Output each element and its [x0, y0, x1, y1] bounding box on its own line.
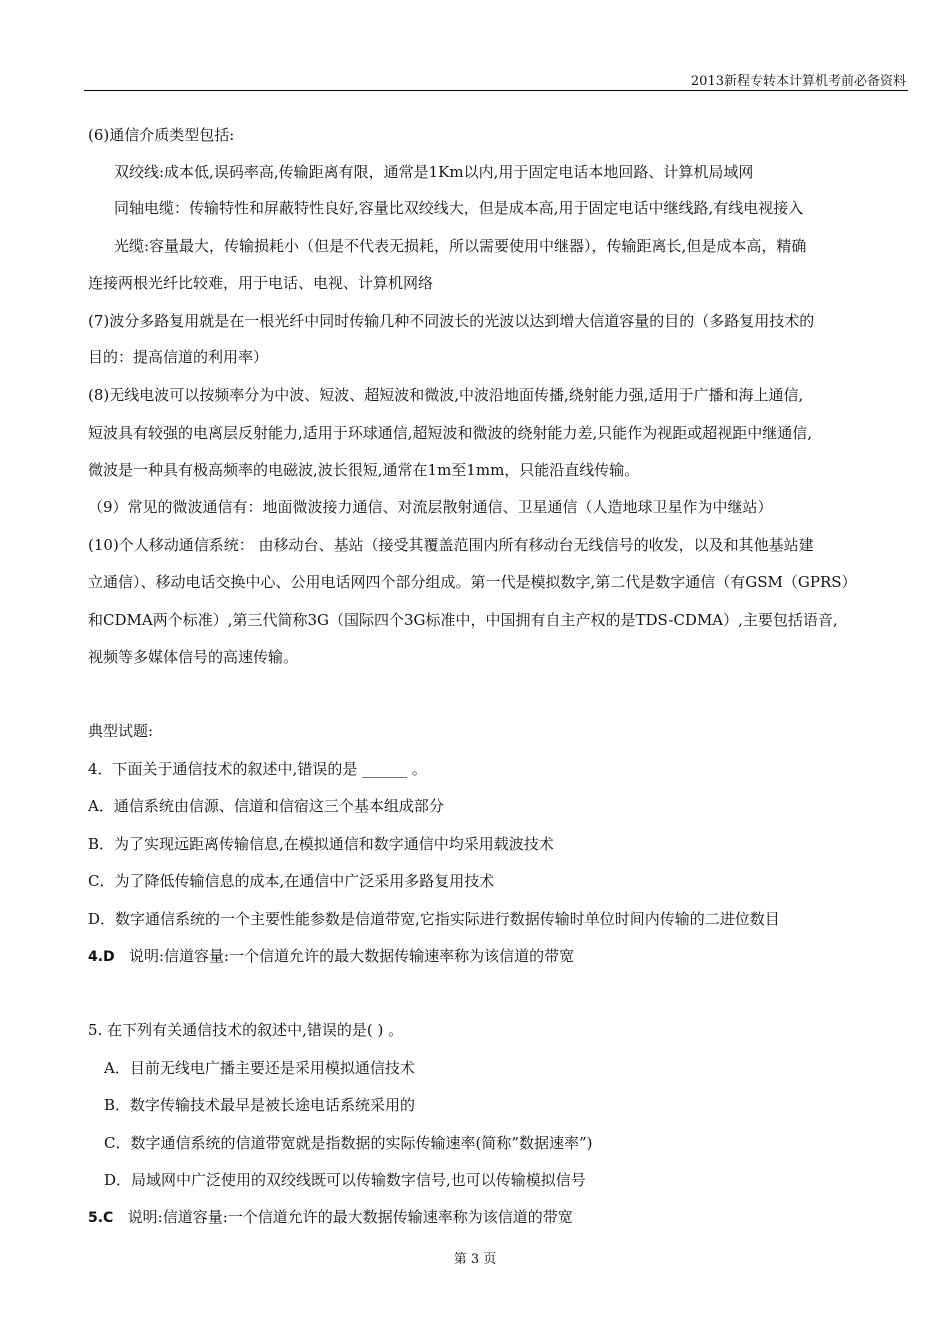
section-10-line-4: 视频等多媒体信号的高速传输。 — [88, 648, 299, 666]
q4-answer-label: 4.D — [88, 949, 115, 965]
section-10-line-1: (10)个人移动通信系统： 由移动台、基站（接受其覆盖范围内所有移动台无线信号的收发，以及和其他基站建 — [88, 536, 814, 554]
section-10-line-2: 立通信）、移动电话交换中心、公用电话网四个部分组成。第一代是模拟数字,第二代是数字通信（有GSM（GPRS） — [88, 573, 857, 591]
coaxial-cable-line: 同轴电缆：传输特性和屏蔽特性良好,容量比双绞线大，但是成本高,用于固定电话中继线路,有线电视接入 — [114, 199, 804, 217]
section-8-line-3: 微波是一种具有极高频率的电磁波,波长很短,通常在1m至1mm，只能沿直线传输。 — [88, 461, 640, 479]
exercise-heading: 典型试题: — [88, 722, 154, 740]
q4-option-c: C．为了降低传输信息的成本,在通信中广泛采用多路复用技术 — [88, 872, 495, 890]
q5-option-a: A．目前无线电广播主要还是采用模拟通信技术 — [104, 1059, 415, 1077]
section-8-line-1: (8)无线电波可以按频率分为中波、短波、超短波和微波,中波沿地面传播,绕射能力强,适用于广播和海上通信, — [88, 386, 804, 404]
q5-answer-label: 5.C — [88, 1210, 114, 1226]
q4-option-b: B．为了实现远距离传输信息,在模拟通信和数字通信中均采用载波技术 — [88, 835, 554, 853]
q5-answer-text: 说明:信道容量:一个信道允许的最大数据传输速率称为该信道的带宽 — [127, 1208, 573, 1226]
q4-answer — [88, 946, 574, 967]
q4-option-d: D．数字通信系统的一个主要性能参数是信道带宽,它指实际进行数据传输时单位时间内传输的二进位数目 — [88, 910, 780, 928]
section-8-line-2: 短波具有较强的电离层反射能力,适用于环球通信,超短波和微波的绕射能力差,只能作为视距或超视距中继通信, — [88, 424, 813, 442]
q5-option-b: B．数字传输技术最早是被长途电话系统采用的 — [104, 1096, 416, 1114]
section-6-title: (6)通信介质类型包括: — [88, 126, 235, 144]
q5-option-d: D．局域网中广泛使用的双绞线既可以传输数字信号,也可以传输模拟信号 — [104, 1171, 586, 1189]
fiber-line-2: 连接两根光纤比较难，用于电话、电视、计算机网络 — [88, 274, 434, 292]
q5-option-c: C．数字通信系统的信道带宽就是指数据的实际传输速率(简称”数据速率”) — [104, 1134, 593, 1152]
page-header — [84, 68, 908, 91]
q4-option-a: A．通信系统由信源、信道和信宿这三个基本组成部分 — [88, 797, 444, 815]
q5-answer — [88, 1207, 573, 1228]
header-title: 2013新程专转本计算机考前必备资料 — [690, 74, 906, 89]
twisted-pair-line: 双绞线:成本低,误码率高,传输距离有限，通常是1Km以内,用于固定电话本地回路、计算机局域网 — [114, 163, 754, 181]
fiber-line-1: 光缆:容量最大，传输损耗小（但是不代表无损耗，所以需要使用中继器），传输距离长,但是成本高，精确 — [114, 237, 807, 255]
section-7-line-1: (7)波分多路复用就是在一根光纤中同时传输几种不同波长的光波以达到增大信道容量的目的（多路复用技术的 — [88, 312, 815, 330]
section-9-line: （9）常见的微波通信有：地面微波接力通信、对流层散射通信、卫星通信（人造地球卫星作为中继站） — [88, 498, 773, 516]
section-7-line-2: 目的：提高信道的利用率） — [88, 348, 269, 366]
q5-stem: 5. 在下列有关通信技术的叙述中,错误的是( ) 。 — [88, 1021, 404, 1039]
q4-stem: 4．下面关于通信技术的叙述中,错误的是 ______ 。 — [88, 760, 427, 778]
section-10-line-3: 和CDMA两个标准）,第三代简称3G（国际四个3G标准中，中国拥有自主产权的是TDS-CDMA）,主要包括语音, — [88, 611, 838, 629]
page-number: 第 3 页 — [453, 1252, 497, 1267]
q4-answer-text: 说明:信道容量:一个信道允许的最大数据传输速率称为该信道的带宽 — [129, 947, 575, 965]
